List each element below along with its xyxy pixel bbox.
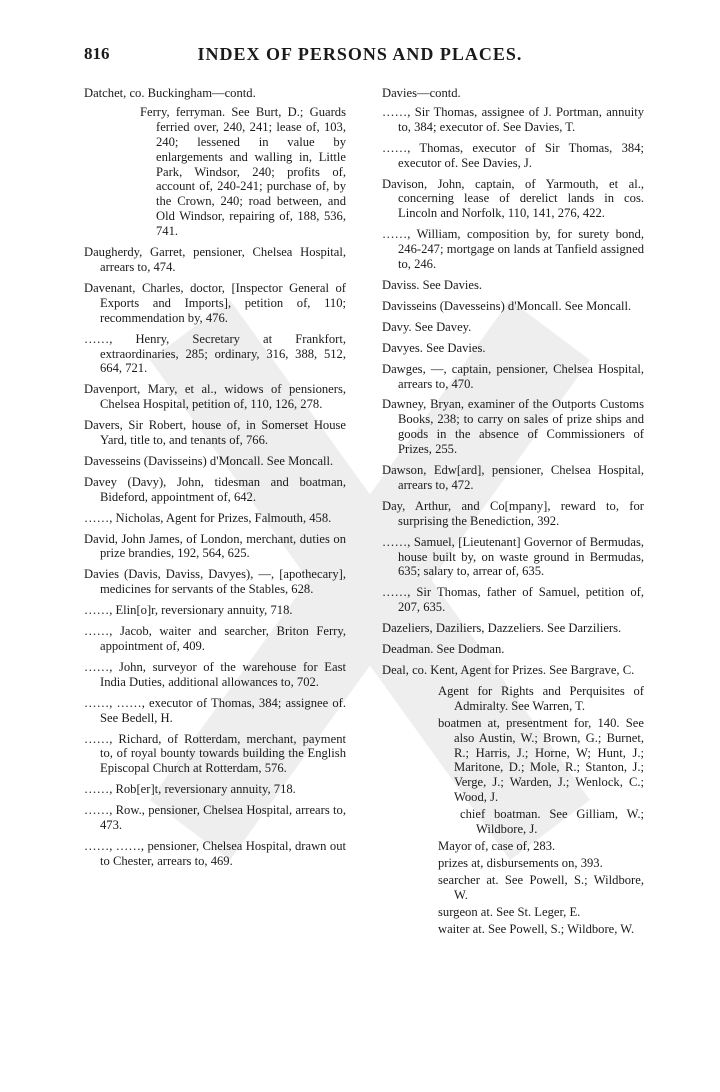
index-entry: Deal, co. Kent, Agent for Prizes. See Bargrave, C. (382, 663, 635, 677)
index-subentry: Ferry, ferryman. See Burt, D.; Guards ferried over, 240, 241; lease of, 103, 240; lessened in value by enlargements and walling in, Little Park, Windsor, 240; profits of, account of, 240-241; purchase of, by the Crown, 240; road between, and Old Windsor, repairing of, 188, 536, 741. (140, 104, 346, 239)
index-subentry: Agent for Rights and Perquisites of Admiralty. See Warren, T. (438, 683, 644, 713)
index-entry: Davenport, Mary, et al., widows of pensioners, Chelsea Hospital, petition of, 110, 126, 278. (84, 382, 346, 412)
index-entry: Dazeliers, Daziliers, Dazzeliers. See Darziliers. (382, 621, 622, 636)
index-entry: Davison, John, captain, of Yarmouth, et al., concerning lease of derelict lands in cos. Lincoln and Norfolk, 110, 141, 276, 422. (382, 176, 644, 221)
index-entry: Daviss. See Davies. (382, 277, 483, 292)
index-entry: ……, Sir Thomas, father of Samuel, petition of, 207, 635. (382, 585, 644, 615)
index-entry: Dawney, Bryan, examiner of the Outports Customs Books, 238; to carry on sales of prize ships and goods in the absence of Commissioners of Prizes, 255. (382, 397, 644, 457)
index-entry: ……, Thomas, executor of Sir Thomas, 384; executor of. See Davies, J. (382, 140, 644, 170)
index-entry: ……, Row., pensioner, Chelsea Hospital, arrears to, 473. (84, 803, 346, 833)
index-entry: ……, Sir Thomas, assignee of J. Portman, annuity to, 384; executor of. See Davies, T. (382, 104, 644, 134)
index-subentry: Mayor of, case of, 283. (438, 838, 556, 853)
index-entry: Daugherdy, Garret, pensioner, Chelsea Hospital, arrears to, 474. (84, 245, 346, 274)
index-entry: ……, William, composition by, for surety bond, 246-247; mortgage on lands at Tanfield assigned to, 246. (382, 227, 644, 272)
index-entry: Davies—contd. (382, 86, 461, 100)
index-entry: ……, Richard, of Rotterdam, merchant, payment to, of royal bounty towards building the English Episcopal Church at Rotterdam, 576. (84, 731, 346, 776)
index-entry: Davers, Sir Robert, house of, in Somerset House Yard, title to, and tenants of, 766. (84, 418, 346, 448)
index-entry: Day, Arthur, and Co[mpany], reward to, for surprising the Benediction, 392. (382, 498, 644, 528)
index-entry: Deadman. See Dodman. (382, 642, 505, 657)
index-entry: Davesseins (Davisseins) d'Moncall. See Moncall. (84, 453, 334, 468)
index-entry: ……, John, surveyor of the warehouse for East India Duties, additional allowances to, 702. (84, 659, 346, 689)
index-entry: ……, ……, executor of Thomas, 384; assignee of. See Bedell, H. (84, 695, 346, 725)
index-entry: ……, ……, pensioner, Chelsea Hospital, drawn out to Chester, arrears to, 469. (84, 838, 346, 868)
index-subentry: boatmen at, presentment for, 140. See also Austin, W.; Brown, G.; Burnet, R.; Harris, J.; Horne, W; Hunt, J.; Maritone, D.; Mole, R.; Stanton, J.; Verge, J.; Warden, J.; Wenlock, C.; Wood, J. (438, 715, 644, 805)
index-entry: Dawson, Edw[ard], pensioner, Chelsea Hospital, arrears to, 472. (382, 463, 644, 492)
index-subentry: chief boatman. See Gilliam, W.; Wildbore, J. (460, 807, 644, 837)
index-entry: Datchet, co. Buckingham—contd. (84, 86, 256, 100)
index-entry: Davy. See Davey. (382, 319, 472, 334)
index-entry: Davyes. See Davies. (382, 340, 486, 355)
page-header (84, 44, 636, 68)
index-entry: ……, Samuel, [Lieutenant] Governor of Bermudas, house built by, on waste ground in Bermudas, 635; salary to, arrear of, 635. (382, 534, 644, 579)
index-entry: ……, Jacob, waiter and searcher, Briton Ferry, appointment of, 409. (84, 624, 346, 653)
index-entry: ……, Henry, Secretary at Frankfort, extraordinaries, 285; ordinary, 316, 388, 512, 664, 721. (84, 331, 346, 376)
left-column (84, 86, 346, 875)
index-entry: Dawges, —, captain, pensioner, Chelsea Hospital, arrears to, 470. (382, 361, 644, 391)
right-column (382, 86, 644, 938)
index-subentry: surgeon at. See St. Leger, E. (438, 904, 581, 919)
index-entry: Davenant, Charles, doctor, [Inspector General of Exports and Imports], petition of, 110; recommendation by, 476. (84, 280, 346, 325)
page-number: 816 (84, 44, 110, 63)
index-subentry: waiter at. See Powell, S.; Wildbore, W. (438, 921, 635, 936)
index-entry: ……, Elin[o]r, reversionary annuity, 718. (84, 603, 293, 618)
index-entry: Davey (Davy), John, tidesman and boatman, Bideford, appointment of, 642. (84, 474, 346, 504)
index-entry: ……, Nicholas, Agent for Prizes, Falmouth, 458. (84, 510, 332, 525)
index-subentry: prizes at, disbursements on, 393. (438, 855, 603, 870)
index-entry: David, John James, of London, merchant, duties on prize brandies, 192, 564, 625. (84, 531, 346, 561)
index-entry: Davies (Davis, Daviss, Davyes), —, [apothecary], medicines for servants of the Stables, 628. (84, 567, 346, 597)
index-subentry: searcher at. See Powell, S.; Wildbore, W. (438, 872, 644, 902)
index-entry: ……, Rob[er]t, reversionary annuity, 718. (84, 782, 296, 797)
running-title: INDEX OF PERSONS AND PLACES. (197, 44, 523, 64)
index-entry: Davisseins (Davesseins) d'Moncall. See Moncall. (382, 298, 632, 313)
